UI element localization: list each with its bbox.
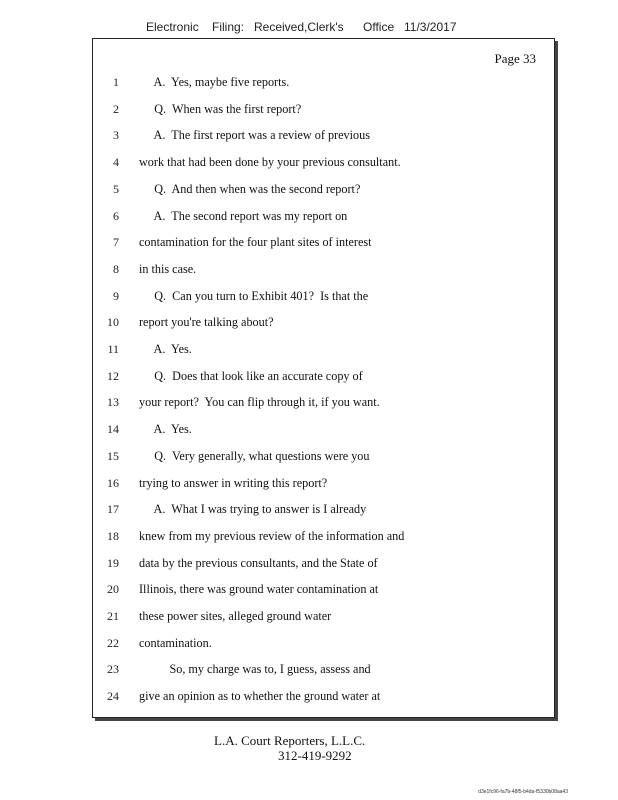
- line-text: these power sites, alleged ground water: [139, 609, 332, 623]
- transcript-line: [93, 636, 554, 654]
- transcript-line: [93, 75, 554, 93]
- transcript-line: [93, 102, 554, 120]
- transcript-line: [93, 342, 554, 360]
- transcript-line: [93, 262, 554, 280]
- line-text: your report? You can flip through it, if you want.: [139, 395, 380, 410]
- line-text: Q. When was the first report?: [139, 101, 302, 116]
- filing-electronic: Electronic: [146, 20, 199, 34]
- line-number: 3: [113, 128, 119, 143]
- transcript-line: [93, 609, 554, 627]
- line-text: give an opinion as to whether the ground water at: [139, 689, 381, 704]
- line-text: A. Yes.: [139, 422, 192, 437]
- transcript-line: [93, 662, 554, 680]
- line-number: 9: [113, 288, 119, 303]
- line-text: Q. Very generally, what questions were you: [139, 448, 370, 463]
- transcript-line: [93, 235, 554, 253]
- line-number: 20: [107, 582, 119, 597]
- transcript-line: [93, 529, 554, 547]
- line-number: 17: [107, 502, 119, 517]
- line-number: 1: [113, 75, 119, 89]
- line-number: 13: [107, 395, 119, 410]
- transcript-line: [93, 209, 554, 227]
- filing-office: Office: [363, 20, 395, 34]
- line-text: work that had been done by your previous consultant.: [139, 155, 401, 170]
- line-number: 21: [107, 609, 119, 623]
- line-number: 7: [113, 235, 119, 250]
- line-number: 18: [107, 528, 119, 543]
- line-text: A. Yes, maybe five reports.: [139, 75, 290, 89]
- transcript-page: [92, 38, 555, 718]
- line-number: 6: [113, 208, 119, 223]
- line-number: 11: [107, 342, 119, 356]
- line-number: 22: [107, 635, 119, 650]
- transcript-line: [93, 289, 554, 307]
- line-text: A. The first report was a review of previous: [139, 128, 370, 143]
- filing-date: 11/3/2017: [404, 20, 457, 34]
- line-text: Q. Can you turn to Exhibit 401? Is that the: [139, 288, 369, 303]
- line-number: 19: [107, 555, 119, 570]
- line-number: 10: [107, 315, 119, 330]
- transcript-line: [93, 369, 554, 387]
- transcript-line: [93, 422, 554, 440]
- line-text: Q. Does that look like an accurate copy of: [139, 368, 363, 383]
- line-text: A. The second report was my report on: [139, 208, 348, 223]
- line-number: 4: [113, 155, 119, 170]
- line-text: So, my charge was to, I guess, assess and: [139, 662, 371, 677]
- line-text: trying to answer in writing this report?: [139, 475, 328, 490]
- document-id: d3e1fc96-fa7b-48f5-b4da-f5330b08aa43: [478, 789, 568, 795]
- line-text: Illinois, there was ground water contamination at: [139, 582, 379, 597]
- transcript-line: [93, 395, 554, 413]
- transcript-line: [93, 556, 554, 574]
- court-reporter-phone: 312-419-9292: [278, 748, 352, 763]
- line-number: 12: [107, 368, 119, 383]
- line-text: in this case.: [139, 261, 197, 276]
- transcript-line: [93, 502, 554, 520]
- line-text: contamination for the four plant sites of interest: [139, 235, 372, 250]
- transcript-line: [93, 476, 554, 494]
- page-number: Page 33: [494, 51, 536, 66]
- line-text: Q. And then when was the second report?: [139, 181, 361, 196]
- line-number: 14: [107, 422, 119, 437]
- line-text: data by the previous consultants, and the State of: [139, 555, 378, 570]
- transcript-line: [93, 128, 554, 146]
- transcript-line: [93, 155, 554, 173]
- line-text: A. Yes.: [139, 342, 192, 356]
- line-number: 5: [113, 181, 119, 196]
- line-number: 16: [107, 475, 119, 490]
- transcript-line: [93, 449, 554, 467]
- court-reporter-name: L.A. Court Reporters, L.L.C.: [214, 733, 366, 748]
- line-number: 8: [113, 261, 119, 276]
- line-text: contamination.: [139, 635, 212, 650]
- transcript-line: [93, 689, 554, 707]
- line-text: knew from my previous review of the information and: [139, 528, 405, 543]
- filing-received: Received,Clerk's: [254, 20, 344, 34]
- transcript-line: [93, 315, 554, 333]
- line-number: 24: [107, 689, 119, 704]
- line-number: 23: [107, 662, 119, 677]
- filing-filing: Filing:: [212, 20, 245, 34]
- line-text: report you're talking about?: [139, 315, 274, 330]
- transcript-line: [93, 182, 554, 200]
- line-number: 15: [107, 448, 119, 463]
- transcript-line: [93, 582, 554, 600]
- line-text: A. What I was trying to answer is I already: [139, 502, 367, 517]
- line-number: 2: [113, 101, 119, 116]
